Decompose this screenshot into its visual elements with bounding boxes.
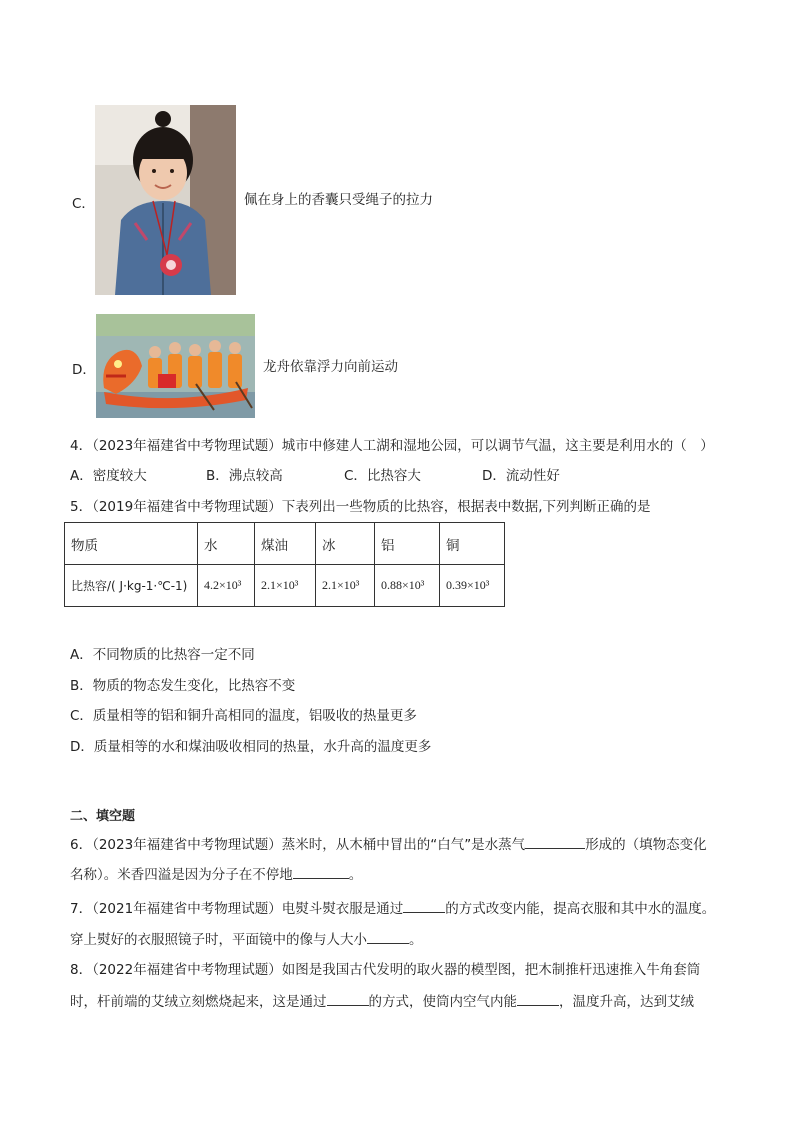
girl-with-sachet-photo xyxy=(95,105,236,295)
answer-blank xyxy=(327,991,369,1006)
table-header-cell: 冰 xyxy=(316,523,375,565)
option-d-label: D． xyxy=(72,362,96,378)
q6-text: 。 xyxy=(348,867,363,883)
q8-text: ，温度升高，达到艾绒 xyxy=(559,994,694,1010)
answer-blank xyxy=(403,898,445,913)
q8-text: 时，杆前端的艾绒立刻燃烧起来，这是通过 xyxy=(70,994,327,1010)
q6-text: 形成的（填物态变化 xyxy=(585,837,707,853)
table-header-cell: 物质 xyxy=(65,523,198,565)
q8-line-2 xyxy=(70,991,694,1011)
answer-blank xyxy=(525,834,585,849)
answer-blank xyxy=(517,991,559,1006)
answer-blank xyxy=(367,929,409,944)
table-cell: 2.1×10³ xyxy=(316,565,375,607)
table-header-cell: 铝 xyxy=(375,523,440,565)
q4-options xyxy=(70,467,560,485)
table-cell: 0.39×10³ xyxy=(440,565,505,607)
q7-line-2 xyxy=(70,929,423,949)
q6-text: 6．（2023年福建省中考物理试题）蒸米时，从木桶中冒出的“白气”是水蒸气 xyxy=(70,837,526,853)
q5-option-a: A．不同物质的比热容一定不同 xyxy=(70,647,255,663)
table-header-cell: 煤油 xyxy=(255,523,316,565)
table-row-label: 比热容/( J·kg-1·℃-1) xyxy=(65,565,198,607)
q5-stem: 5．（2019年福建省中考物理试题）下表列出一些物质的比热容，根据表中数据,下列判断正确的是 xyxy=(70,499,651,515)
q5-option-d: D．质量相等的水和煤油吸收相同的热量，水升高的温度更多 xyxy=(70,739,432,755)
q7-text: 7．（2021年福建省中考物理试题）电熨斗熨衣服是通过 xyxy=(70,901,404,917)
q4-option-d: D．流动性好 xyxy=(482,468,560,484)
table-cell: 2.1×10³ xyxy=(255,565,316,607)
table-row xyxy=(65,523,505,565)
table-row xyxy=(65,565,505,607)
option-d-text: 龙舟依靠浮力向前运动 xyxy=(263,359,398,375)
q7-text: 穿上熨好的衣服照镜子时，平面镜中的像与人大小 xyxy=(70,932,367,948)
q8-line-1: 8．（2022年福建省中考物理试题）如图是我国古代发明的取火器的模型图，把木制推杆迅速推入牛角套筒 xyxy=(70,962,701,978)
q7-text: 的方式改变内能，提高衣服和其中水的温度。 xyxy=(445,901,716,917)
q4-stem: 4．（2023年福建省中考物理试题）城市中修建人工湖和湿地公园，可以调节气温，这主要是利用水的（ ） xyxy=(70,438,714,454)
q4-option-b: B．沸点较高 xyxy=(206,468,283,484)
q7-line-1 xyxy=(70,898,715,918)
table-cell: 0.88×10³ xyxy=(375,565,440,607)
q8-text: 的方式，使筒内空气内能 xyxy=(368,994,517,1010)
table-header-cell: 铜 xyxy=(440,523,505,565)
option-c-text: 佩在身上的香囊只受绳子的拉力 xyxy=(244,192,433,208)
q6-line-2 xyxy=(70,864,362,884)
q7-text: 。 xyxy=(409,932,423,948)
specific-heat-table xyxy=(64,522,505,607)
q5-option-c: C．质量相等的铝和铜升高相同的温度，铝吸收的热量更多 xyxy=(70,708,417,724)
q4-option-c: C．比热容大 xyxy=(344,468,421,484)
q6-text: 名称）。米香四溢是因为分子在不停地 xyxy=(70,867,293,883)
section-title: 二、填空题 xyxy=(70,809,136,824)
table-cell: 4.2×10³ xyxy=(198,565,255,607)
answer-blank xyxy=(293,864,349,879)
dragon-boat-photo xyxy=(96,314,255,418)
q5-option-b: B．物质的物态发生变化，比热容不变 xyxy=(70,678,296,694)
q6-line-1 xyxy=(70,834,707,854)
option-c-label: C． xyxy=(72,196,95,212)
table-header-cell: 水 xyxy=(198,523,255,565)
q4-option-a: A．密度较大 xyxy=(70,468,147,484)
